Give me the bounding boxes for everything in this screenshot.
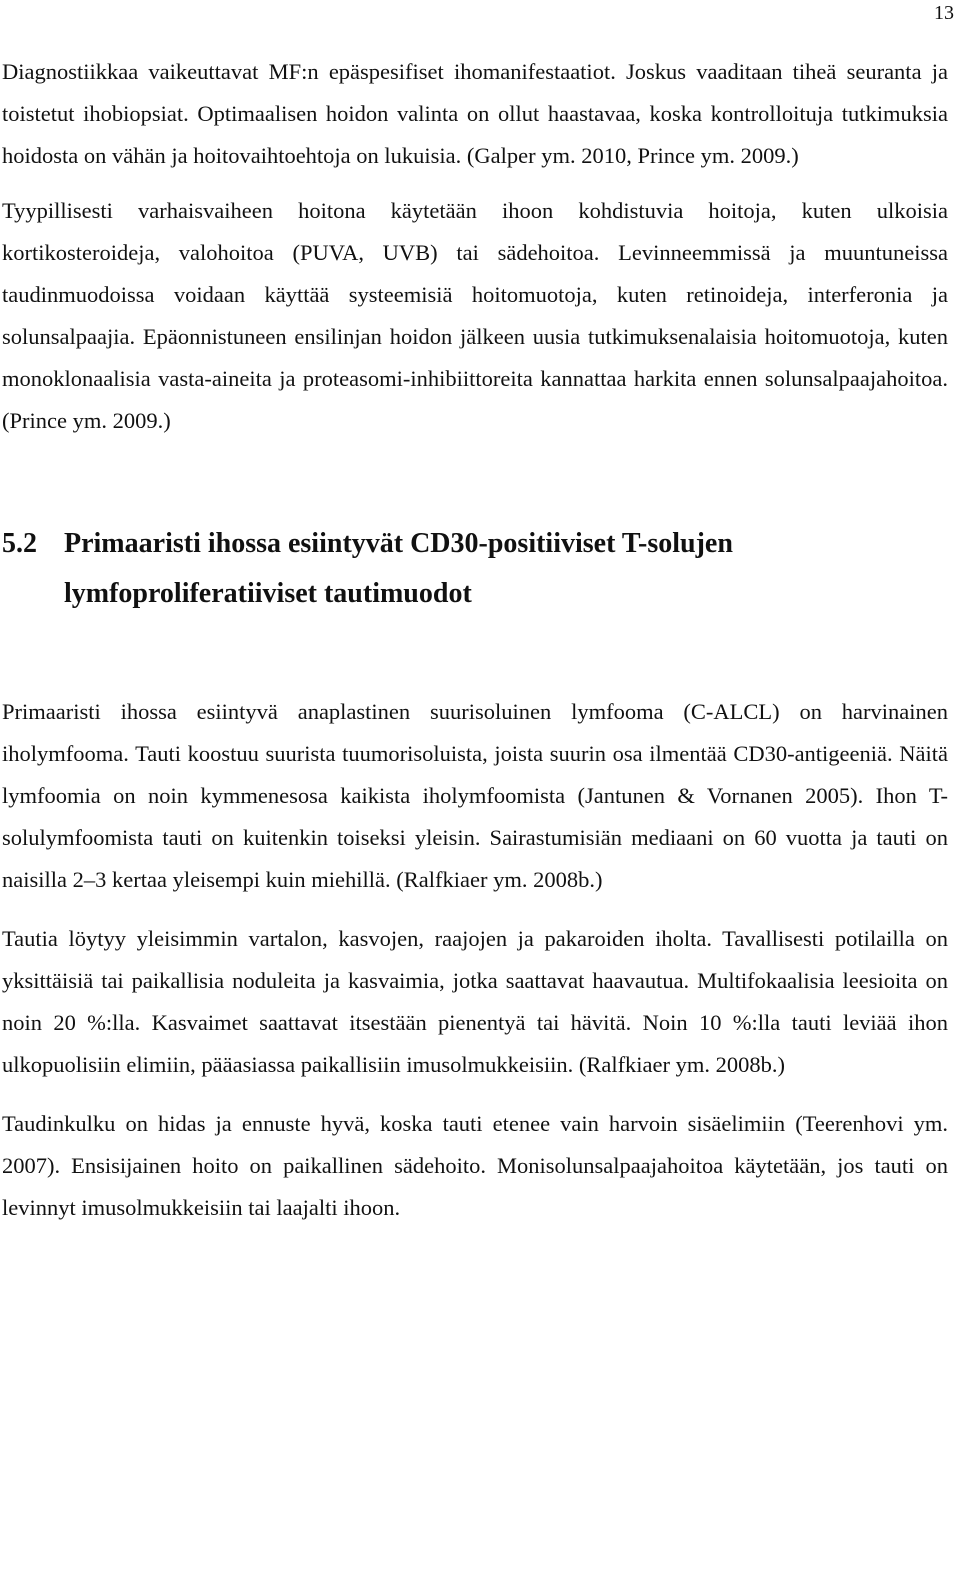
page-number: 13	[934, 2, 954, 24]
paragraph-c-alcl-prognosis: Taudinkulku on hidas ja ennuste hyvä, koska tauti etenee vain harvoin sisäelimiin (Teerenhovi ym. 2007). Ensisijainen hoito on paikallinen sädehoito. Monisolunsalpaajahoitoa käytetään, jos tauti on levinnyt imusolmukkeisiin tai laajalti ihoon.	[2, 1111, 948, 1220]
paragraph-diagnostics: Diagnostiikkaa vaikeuttavat MF:n epäspesifiset ihomanifestaatiot. Joskus vaaditaan tiheä seuranta ja toistetut ihobiopsiat. Optimaalisen hoidon valinta on ollut haastavaa, koska kontrolloituja tutkimuksia hoidosta on vähän ja hoitovaihtoehtoja on lukuisia. (Galper ym. 2010, Prince ym. 2009.)	[2, 59, 948, 168]
paragraph-early-treatment: Tyypillisesti varhaisvaiheen hoitona käytetään ihoon kohdistuvia hoitoja, kuten ulkoisia kortikosteroideja, valohoitoa (PUVA, UVB) tai sädehoitoa. Levinneemmissä ja muuntuneissa taudinmuodoissa voidaan käyttää systeemisiä hoitomuotoja, kuten retinoideja, interferonia ja solunsalpaajia. Epäonnistuneen ensilinjan hoidon jälkeen uusia tutkimuksenalaisia hoitomuotoja, kuten monoklonaalisia vasta-aineita ja proteasomi-inhibiittoreita kannattaa harkita ennen solunsalpaajahoitoa. (Prince ym. 2009.)	[2, 198, 948, 433]
section-title: Primaaristi ihossa esiintyvät CD30-positiiviset T-solujen lymfoproliferatiiviset tautimuodot	[64, 528, 733, 609]
paragraph-c-alcl-intro: Primaaristi ihossa esiintyvä anaplastinen suurisoluinen lymfooma (C-ALCL) on harvinainen iholymfooma. Tauti koostuu suurista tuumorisoluista, joista suurin osa ilmentää CD30-antigeeniä. Näitä lymfoomia on noin kymmenesosa kaikista iholymfoomista (Jantunen & Vornanen 2005). Ihon T-solulymfoomista tauti on kuitenkin toiseksi yleisin. Sairastumisiän mediaani on 60 vuotta ja tauti on naisilla 2–3 kertaa yleisempi kuin miehillä. (Ralfkiaer ym. 2008b.)	[2, 699, 948, 892]
paragraph-c-alcl-location: Tautia löytyy yleisimmin vartalon, kasvojen, raajojen ja pakaroiden iholta. Tavallisesti potilailla on yksittäisiä tai paikallisia noduleita ja kasvaimia, jotka saattavat haavautua. Multifokaalisia leesioita on noin 20 %:lla. Kasvaimet saattavat itsestään pienentyä tai hävitä. Noin 10 %:lla tauti leviää ihon ulkopuolisiin elimiin, pääasiassa paikallisiin imusolmukkeisiin. (Ralfkiaer ym. 2008b.)	[2, 926, 948, 1077]
document-body	[2, 51, 948, 1229]
section-heading	[2, 519, 948, 619]
section-number: 5.2	[2, 528, 37, 559]
